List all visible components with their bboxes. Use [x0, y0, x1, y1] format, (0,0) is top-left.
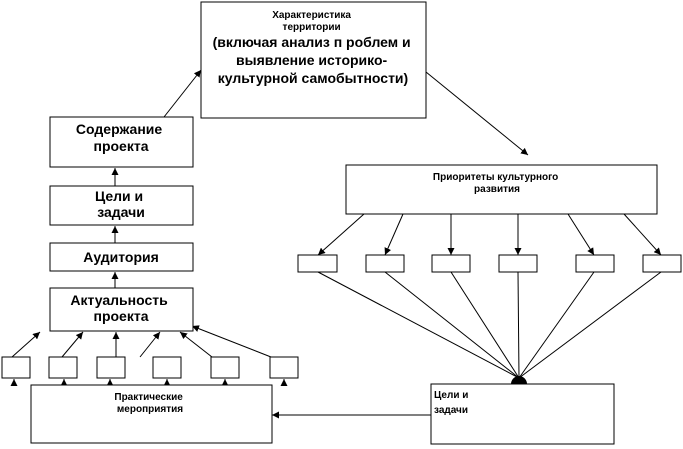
- edge-priorities-to-sbr6: [624, 214, 661, 255]
- small-box-right-2: [366, 255, 404, 272]
- edge-sbr2-to-hub: [385, 272, 519, 378]
- content-line-1: Содержание: [75, 121, 163, 137]
- edge-priorities-to-sbr5: [568, 214, 594, 255]
- practical-line-2: мероприятия: [116, 404, 184, 415]
- node-content: [50, 117, 193, 167]
- small-box-right-6: [643, 255, 681, 272]
- node-audience: [50, 243, 193, 271]
- territory-line-2: территории: [282, 22, 341, 33]
- territory-line-4: выявление историко-: [236, 52, 388, 68]
- svg-text:Практические мероприятия: [114, 392, 185, 415]
- edge-sbl5-to-relevance: [180, 332, 212, 357]
- goals-right-line-2: задачи: [434, 405, 469, 416]
- convergence-hub: [511, 376, 527, 384]
- small-box-right-1: [298, 255, 337, 272]
- edge-priorities-to-sbr2: [385, 214, 403, 255]
- node-goals-right: [431, 384, 614, 444]
- goals-left-line-1: Цели и: [94, 188, 144, 204]
- small-box-left-1: [2, 357, 30, 378]
- goals-right-line-1: Цели и: [434, 390, 469, 401]
- territory-line-3: (включая анализ п роблем и: [212, 34, 411, 50]
- edge-sbr6-to-hub: [519, 272, 661, 378]
- edge-content-to-territory: [164, 70, 201, 117]
- node-relevance: [50, 288, 193, 331]
- priorities-line-2: развития: [474, 184, 520, 195]
- small-box-left-3: [97, 357, 125, 378]
- small-box-right-4: [499, 255, 537, 272]
- practical-line-1: Практические: [114, 392, 183, 403]
- small-box-left-6: [270, 357, 298, 378]
- edge-priorities-to-sbr1: [318, 214, 364, 255]
- node-priorities: [346, 165, 657, 214]
- edge-sbr4-to-hub: [518, 272, 519, 378]
- territory-line-5: культурной самобытности): [217, 70, 409, 86]
- edge-sbr1-to-hub: [318, 272, 519, 378]
- relevance-line-2: проекта: [93, 308, 149, 324]
- small-box-left-2: [49, 357, 77, 378]
- edge-sbr3-to-hub: [451, 272, 519, 378]
- priorities-line-1: Приоритеты культурного: [432, 172, 559, 183]
- relevance-line-1: Актуальность: [70, 292, 168, 308]
- territory-line-1: Характеристика: [272, 10, 352, 21]
- edge-sbr5-to-hub: [519, 272, 594, 378]
- content-line-2: проекта: [93, 138, 149, 154]
- right-small-boxes: [298, 255, 681, 272]
- small-box-left-5: [211, 357, 239, 378]
- node-territory: [201, 2, 426, 118]
- audience-label: Аудитория: [83, 249, 159, 265]
- edge-sbl1-to-relevance: [12, 332, 40, 357]
- goals-left-line-2: задачи: [97, 204, 145, 220]
- edge-territory-to-priorities: [426, 72, 528, 155]
- edge-sbl2-to-relevance: [62, 332, 83, 357]
- small-box-left-4: [153, 357, 181, 378]
- left-small-boxes: [2, 357, 298, 378]
- edge-sbl6-to-relevance: [192, 326, 271, 357]
- edge-sbl4-to-relevance: [140, 332, 160, 357]
- small-box-right-5: [576, 255, 614, 272]
- node-practical: [31, 385, 272, 443]
- svg-text:Цели и задачи: [95, 188, 147, 220]
- small-box-right-3: [432, 255, 470, 272]
- node-goals-left: [50, 186, 193, 225]
